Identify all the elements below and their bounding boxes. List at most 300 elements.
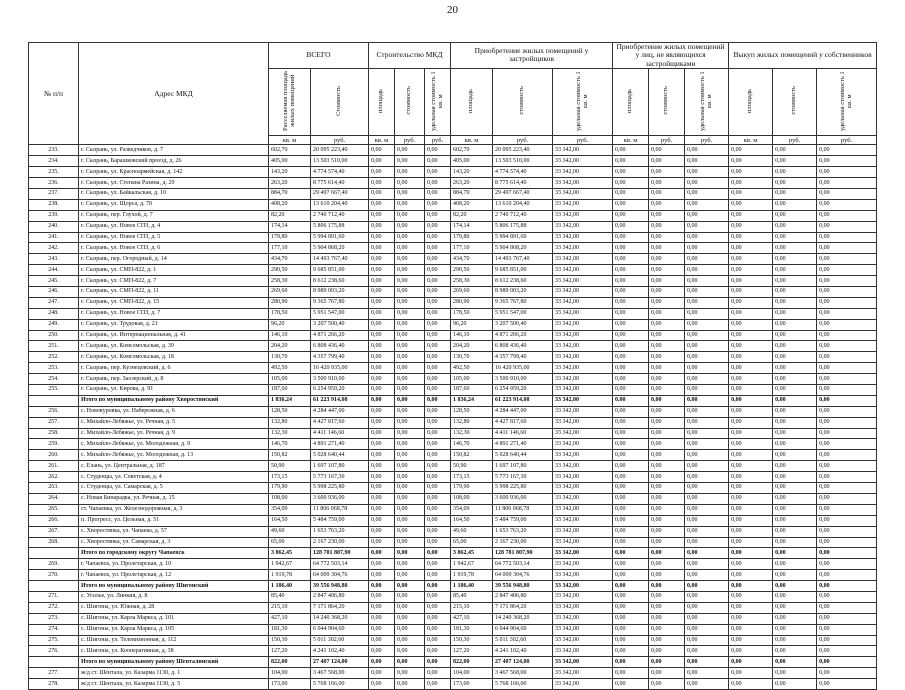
row-developer-unit-cost: 33 342,00 <box>553 210 613 221</box>
row-nondeveloper-cost: 0,00 <box>649 243 685 254</box>
row-construction-cost: 0,00 <box>395 624 425 635</box>
row-developer-unit-cost: 33 342,00 <box>553 341 613 352</box>
row-nondeveloper-cost: 0,00 <box>649 189 685 200</box>
row-developer-unit-cost: 33 342,00 <box>553 363 613 374</box>
row-resettled-area: 187,60 <box>269 385 311 396</box>
row-buyout-unit-cost: 0,00 <box>817 548 877 559</box>
row-developer-unit-cost: 33 342,00 <box>553 591 613 602</box>
row-address: г. Сызрань, ул. Байкальская, д. 10 <box>79 189 269 200</box>
row-nondeveloper-unit-cost: 0,00 <box>685 439 729 450</box>
row-buyout-unit-cost: 0,00 <box>817 297 877 308</box>
row-buyout-cost: 0,00 <box>773 483 817 494</box>
row-total-cost: 5 028 640,44 <box>311 450 369 461</box>
row-resettled-area: 434,70 <box>269 254 311 265</box>
row-address: г. Сызрань, ул. СМП-822, д. 1 <box>79 265 269 276</box>
row-buyout-area: 0,00 <box>729 624 773 635</box>
row-buyout-area: 0,00 <box>729 668 773 679</box>
row-developer-area: 1 942,67 <box>451 559 493 570</box>
row-nondeveloper-unit-cost: 0,00 <box>685 167 729 178</box>
row-nondeveloper-cost: 0,00 <box>649 167 685 178</box>
row-developer-area: 884,70 <box>451 189 493 200</box>
row-developer-unit-cost: 33 342,00 <box>553 374 613 385</box>
row-buyout-unit-cost: 0,00 <box>817 515 877 526</box>
table-body <box>29 145 877 690</box>
row-nondeveloper-area: 0,00 <box>613 526 649 537</box>
row-total-cost: 14 240 368,20 <box>311 613 369 624</box>
row-resettled-area: 65,00 <box>269 537 311 548</box>
row-number: 276. <box>29 646 79 657</box>
row-construction-cost: 0,00 <box>395 254 425 265</box>
row-construction-unit-cost: 0,00 <box>425 472 451 483</box>
row-address: г. Сызрань, ул. Щорса, д. 70 <box>79 199 269 210</box>
row-construction-area: 0,00 <box>369 668 395 679</box>
table-row <box>29 602 877 613</box>
row-resettled-area: 130,70 <box>269 352 311 363</box>
row-total-cost: 8 612 238,60 <box>311 276 369 287</box>
row-buyout-area: 0,00 <box>729 308 773 319</box>
row-developer-area: 1 919,78 <box>451 570 493 581</box>
row-address: п. Прогресс, ул. Цельная, д. 51 <box>79 515 269 526</box>
row-address: с. Шигоны, ул. Телевизионная, д. 112 <box>79 635 269 646</box>
row-construction-cost: 0,00 <box>395 439 425 450</box>
row-construction-area: 0,00 <box>369 559 395 570</box>
row-buyout-cost: 0,00 <box>773 591 817 602</box>
row-construction-area: 0,00 <box>369 624 395 635</box>
row-nondeveloper-area: 0,00 <box>613 581 649 592</box>
row-total-cost: 11 806 068,78 <box>311 504 369 515</box>
row-resettled-area: 174,14 <box>269 221 311 232</box>
row-nondeveloper-unit-cost: 0,00 <box>685 526 729 537</box>
row-construction-unit-cost: 0,00 <box>425 439 451 450</box>
row-construction-area: 0,00 <box>369 657 395 668</box>
row-developer-area: 181,30 <box>451 624 493 635</box>
row-buyout-cost: 0,00 <box>773 221 817 232</box>
row-buyout-unit-cost: 0,00 <box>817 352 877 363</box>
row-number: 247. <box>29 297 79 308</box>
row-construction-area: 0,00 <box>369 570 395 581</box>
row-construction-unit-cost: 0,00 <box>425 624 451 635</box>
row-nondeveloper-area: 0,00 <box>613 450 649 461</box>
row-number: 263. <box>29 483 79 494</box>
row-construction-cost: 0,00 <box>395 570 425 581</box>
row-nondeveloper-area: 0,00 <box>613 385 649 396</box>
row-developer-unit-cost: 33 342,00 <box>553 428 613 439</box>
row-construction-area: 0,00 <box>369 635 395 646</box>
row-number: 244. <box>29 265 79 276</box>
table-subtotal-row <box>29 581 877 592</box>
row-developer-cost: 9 365 767,80 <box>493 297 553 308</box>
row-number: 265. <box>29 504 79 515</box>
row-developer-cost: 4 241 102,40 <box>493 646 553 657</box>
row-nondeveloper-unit-cost: 0,00 <box>685 374 729 385</box>
row-total-cost: 6 808 436,40 <box>311 341 369 352</box>
row-developer-area: 179,90 <box>451 483 493 494</box>
row-nondeveloper-cost: 0,00 <box>649 319 685 330</box>
row-total-cost: 1 697 107,80 <box>311 461 369 472</box>
row-number: 240. <box>29 221 79 232</box>
row-buyout-unit-cost: 0,00 <box>817 189 877 200</box>
row-construction-cost: 0,00 <box>395 679 425 690</box>
row-address: г. Сызрань, ул. Новое СПЗ, д. 5 <box>79 232 269 243</box>
row-buyout-cost: 0,00 <box>773 646 817 657</box>
row-total-cost: 5 768 166,00 <box>311 679 369 690</box>
row-buyout-unit-cost: 0,00 <box>817 613 877 624</box>
row-resettled-area: 143,20 <box>269 167 311 178</box>
row-nondeveloper-unit-cost: 0,00 <box>685 559 729 570</box>
row-buyout-unit-cost: 0,00 <box>817 439 877 450</box>
row-developer-area: 173,00 <box>451 679 493 690</box>
row-address: с. Усолье, ул. Линкия, д. 8 <box>79 591 269 602</box>
row-number: 266. <box>29 515 79 526</box>
row-nondeveloper-cost: 0,00 <box>649 483 685 494</box>
table-row <box>29 276 877 287</box>
row-nondeveloper-unit-cost: 0,00 <box>685 428 729 439</box>
unit-label: кв. м <box>369 136 395 145</box>
row-buyout-area: 0,00 <box>729 493 773 504</box>
row-nondeveloper-unit-cost: 0,00 <box>685 515 729 526</box>
row-buyout-cost: 0,00 <box>773 254 817 265</box>
row-nondeveloper-unit-cost: 0,00 <box>685 493 729 504</box>
row-number: 248. <box>29 308 79 319</box>
row-address: г. Сызрань, ул. Новое СПЗ, д. 6 <box>79 243 269 254</box>
row-developer-cost: 1 653 763,20 <box>493 526 553 537</box>
row-construction-cost: 0,00 <box>395 330 425 341</box>
row-total-cost: 3 600 936,00 <box>311 493 369 504</box>
row-developer-unit-cost: 33 342,00 <box>553 559 613 570</box>
row-construction-unit-cost: 0,00 <box>425 319 451 330</box>
row-construction-unit-cost: 0,00 <box>425 232 451 243</box>
row-construction-area: 0,00 <box>369 581 395 592</box>
row-buyout-unit-cost: 0,00 <box>817 395 877 406</box>
row-total-cost: 5 484 759,00 <box>311 515 369 526</box>
row-construction-unit-cost: 0,00 <box>425 559 451 570</box>
table-row <box>29 646 877 657</box>
row-buyout-area: 0,00 <box>729 232 773 243</box>
row-buyout-unit-cost: 0,00 <box>817 668 877 679</box>
row-resettled-area: 408,20 <box>269 199 311 210</box>
row-total-cost: 16 420 935,00 <box>311 363 369 374</box>
row-total-cost: 39 556 948,80 <box>311 581 369 592</box>
row-nondeveloper-area: 0,00 <box>613 679 649 690</box>
row-buyout-cost: 0,00 <box>773 178 817 189</box>
row-nondeveloper-area: 0,00 <box>613 352 649 363</box>
row-address: г. Чапаевск, ул. Пролетарская, д. 10 <box>79 559 269 570</box>
row-construction-area: 0,00 <box>369 450 395 461</box>
row-nondeveloper-area: 0,00 <box>613 319 649 330</box>
row-nondeveloper-unit-cost: 0,00 <box>685 668 729 679</box>
row-construction-area: 0,00 <box>369 417 395 428</box>
row-buyout-area: 0,00 <box>729 189 773 200</box>
row-total-cost: 4 284 447,00 <box>311 406 369 417</box>
row-nondeveloper-cost: 0,00 <box>649 265 685 276</box>
row-address: Итого по муниципальному району Хворостянский <box>79 395 269 406</box>
row-buyout-area: 0,00 <box>729 330 773 341</box>
row-construction-cost: 0,00 <box>395 406 425 417</box>
row-developer-cost: 64 009 304,76 <box>493 570 553 581</box>
row-nondeveloper-unit-cost: 0,00 <box>685 330 729 341</box>
row-address: г. Сызрань, ул. Комсомольская, д. 18 <box>79 352 269 363</box>
row-nondeveloper-unit-cost: 0,00 <box>685 570 729 581</box>
row-developer-cost: 8 989 003,20 <box>493 287 553 298</box>
row-buyout-area: 0,00 <box>729 319 773 330</box>
table-row <box>29 591 877 602</box>
row-developer-cost: 6 044 904,60 <box>493 624 553 635</box>
row-number: 256. <box>29 406 79 417</box>
row-buyout-cost: 0,00 <box>773 428 817 439</box>
row-developer-unit-cost: 33 342,00 <box>553 602 613 613</box>
row-developer-area: 65,00 <box>451 537 493 548</box>
row-nondeveloper-unit-cost: 0,00 <box>685 297 729 308</box>
row-nondeveloper-area: 0,00 <box>613 199 649 210</box>
row-total-cost: 64 009 304,76 <box>311 570 369 581</box>
row-developer-area: 434,70 <box>451 254 493 265</box>
row-nondeveloper-area: 0,00 <box>613 232 649 243</box>
row-buyout-unit-cost: 0,00 <box>817 385 877 396</box>
row-nondeveloper-area: 0,00 <box>613 570 649 581</box>
row-number: 262. <box>29 472 79 483</box>
row-number: 270. <box>29 570 79 581</box>
row-buyout-area: 0,00 <box>729 156 773 167</box>
unit-label: кв. м <box>451 136 493 145</box>
col-construction-area-header: площадь <box>369 68 395 136</box>
row-construction-cost: 0,00 <box>395 581 425 592</box>
row-developer-cost: 4 427 817,60 <box>493 417 553 428</box>
row-nondeveloper-area: 0,00 <box>613 613 649 624</box>
row-resettled-area: 280,90 <box>269 297 311 308</box>
row-construction-unit-cost: 0,00 <box>425 537 451 548</box>
row-buyout-cost: 0,00 <box>773 232 817 243</box>
row-developer-area: 1 186,40 <box>451 581 493 592</box>
row-buyout-area: 0,00 <box>729 385 773 396</box>
row-construction-unit-cost: 0,00 <box>425 385 451 396</box>
row-buyout-unit-cost: 0,00 <box>817 428 877 439</box>
row-buyout-unit-cost: 0,00 <box>817 461 877 472</box>
row-nondeveloper-cost: 0,00 <box>649 515 685 526</box>
row-number: 250. <box>29 330 79 341</box>
row-construction-unit-cost: 0,00 <box>425 581 451 592</box>
row-nondeveloper-area: 0,00 <box>613 178 649 189</box>
row-nondeveloper-cost: 0,00 <box>649 385 685 396</box>
row-nondeveloper-area: 0,00 <box>613 559 649 570</box>
row-construction-area: 0,00 <box>369 374 395 385</box>
col-developer-cost-header: стоимость <box>493 68 553 136</box>
row-nondeveloper-unit-cost: 0,00 <box>685 145 729 156</box>
row-nondeveloper-area: 0,00 <box>613 406 649 417</box>
row-construction-cost: 0,00 <box>395 363 425 374</box>
row-construction-cost: 0,00 <box>395 156 425 167</box>
row-resettled-area: 258,30 <box>269 276 311 287</box>
row-resettled-area: 49,60 <box>269 526 311 537</box>
table-row <box>29 254 877 265</box>
row-nondeveloper-unit-cost: 0,00 <box>685 548 729 559</box>
row-nondeveloper-cost: 0,00 <box>649 450 685 461</box>
row-buyout-cost: 0,00 <box>773 363 817 374</box>
row-buyout-unit-cost: 0,00 <box>817 178 877 189</box>
col-construction-cost-header: стоимость <box>395 68 425 136</box>
row-nondeveloper-unit-cost: 0,00 <box>685 287 729 298</box>
table-row <box>29 624 877 635</box>
row-developer-unit-cost: 33 342,00 <box>553 330 613 341</box>
table-subtotal-row <box>29 395 877 406</box>
row-nondeveloper-cost: 0,00 <box>649 559 685 570</box>
row-total-cost: 13 610 204,40 <box>311 199 369 210</box>
row-nondeveloper-area: 0,00 <box>613 624 649 635</box>
row-buyout-unit-cost: 0,00 <box>817 570 877 581</box>
row-developer-cost: 2 847 406,80 <box>493 591 553 602</box>
row-construction-unit-cost: 0,00 <box>425 308 451 319</box>
row-construction-unit-cost: 0,00 <box>425 504 451 515</box>
row-construction-area: 0,00 <box>369 352 395 363</box>
row-nondeveloper-unit-cost: 0,00 <box>685 537 729 548</box>
row-developer-cost: 9 685 851,00 <box>493 265 553 276</box>
row-construction-area: 0,00 <box>369 395 395 406</box>
row-construction-cost: 0,00 <box>395 668 425 679</box>
row-resettled-area: 354,09 <box>269 504 311 515</box>
row-buyout-area: 0,00 <box>729 145 773 156</box>
table-row <box>29 385 877 396</box>
row-developer-area: 173,15 <box>451 472 493 483</box>
row-number: 274. <box>29 624 79 635</box>
row-construction-cost: 0,00 <box>395 189 425 200</box>
table-row <box>29 167 877 178</box>
row-nondeveloper-cost: 0,00 <box>649 210 685 221</box>
row-buyout-area: 0,00 <box>729 199 773 210</box>
row-developer-area: 128,50 <box>451 406 493 417</box>
row-buyout-unit-cost: 0,00 <box>817 232 877 243</box>
row-developer-unit-cost: 33 342,00 <box>553 352 613 363</box>
row-construction-unit-cost: 0,00 <box>425 450 451 461</box>
row-developer-unit-cost: 33 342,00 <box>553 515 613 526</box>
row-resettled-area: 884,70 <box>269 189 311 200</box>
row-buyout-unit-cost: 0,00 <box>817 330 877 341</box>
table-row <box>29 341 877 352</box>
row-nondeveloper-cost: 0,00 <box>649 297 685 308</box>
row-total-cost: 9 365 767,80 <box>311 297 369 308</box>
row-construction-area: 0,00 <box>369 591 395 602</box>
row-construction-area: 0,00 <box>369 493 395 504</box>
row-developer-area: 105,00 <box>451 374 493 385</box>
row-construction-area: 0,00 <box>369 363 395 374</box>
row-total-cost: 13 503 510,00 <box>311 156 369 167</box>
row-resettled-area: 173,00 <box>269 679 311 690</box>
row-nondeveloper-area: 0,00 <box>613 276 649 287</box>
row-buyout-cost: 0,00 <box>773 287 817 298</box>
row-developer-area: 269,60 <box>451 287 493 298</box>
row-construction-area: 0,00 <box>369 548 395 559</box>
row-developer-area: 104,00 <box>451 668 493 679</box>
row-nondeveloper-area: 0,00 <box>613 537 649 548</box>
row-developer-cost: 5 773 167,30 <box>493 472 553 483</box>
row-nondeveloper-cost: 0,00 <box>649 439 685 450</box>
row-developer-unit-cost: 33 342,00 <box>553 548 613 559</box>
row-construction-cost: 0,00 <box>395 646 425 657</box>
row-construction-cost: 0,00 <box>395 308 425 319</box>
row-construction-cost: 0,00 <box>395 602 425 613</box>
row-developer-cost: 4 774 574,40 <box>493 167 553 178</box>
row-developer-cost: 8 775 614,40 <box>493 178 553 189</box>
row-nondeveloper-unit-cost: 0,00 <box>685 352 729 363</box>
row-developer-cost: 3 207 500,40 <box>493 319 553 330</box>
row-developer-cost: 20 095 223,40 <box>493 145 553 156</box>
row-buyout-cost: 0,00 <box>773 504 817 515</box>
row-developer-cost: 6 254 959,20 <box>493 385 553 396</box>
row-resettled-area: 85,40 <box>269 591 311 602</box>
row-developer-area: 143,20 <box>451 167 493 178</box>
row-number <box>29 395 79 406</box>
row-construction-unit-cost: 0,00 <box>425 265 451 276</box>
row-total-cost: 4 241 102,40 <box>311 646 369 657</box>
row-buyout-cost: 0,00 <box>773 341 817 352</box>
row-resettled-area: 1 942,67 <box>269 559 311 570</box>
row-address: г. Сызрань, ул. Степана Разина, д. 29 <box>79 178 269 189</box>
row-developer-cost: 4 871 266,20 <box>493 330 553 341</box>
row-developer-area: 50,90 <box>451 461 493 472</box>
row-construction-area: 0,00 <box>369 232 395 243</box>
row-construction-unit-cost: 0,00 <box>425 297 451 308</box>
row-construction-unit-cost: 0,00 <box>425 668 451 679</box>
row-address: с. Михайло-Лебяжье, ул. Речная, д. 5 <box>79 417 269 428</box>
row-buyout-area: 0,00 <box>729 591 773 602</box>
row-developer-cost: 7 171 864,20 <box>493 602 553 613</box>
row-nondeveloper-cost: 0,00 <box>649 504 685 515</box>
row-construction-cost: 0,00 <box>395 472 425 483</box>
row-buyout-cost: 0,00 <box>773 613 817 624</box>
table-row <box>29 406 877 417</box>
row-number: 246. <box>29 287 79 298</box>
table-row <box>29 189 877 200</box>
row-developer-area: 290,50 <box>451 265 493 276</box>
row-buyout-unit-cost: 0,00 <box>817 363 877 374</box>
row-nondeveloper-area: 0,00 <box>613 461 649 472</box>
row-buyout-cost: 0,00 <box>773 668 817 679</box>
row-construction-unit-cost: 0,00 <box>425 515 451 526</box>
row-developer-unit-cost: 33 342,00 <box>553 385 613 396</box>
row-developer-unit-cost: 33 342,00 <box>553 635 613 646</box>
row-construction-cost: 0,00 <box>395 461 425 472</box>
row-buyout-cost: 0,00 <box>773 526 817 537</box>
table-row <box>29 297 877 308</box>
row-resettled-area: 263,20 <box>269 178 311 189</box>
row-buyout-unit-cost: 0,00 <box>817 308 877 319</box>
row-total-cost: 2 847 406,80 <box>311 591 369 602</box>
row-total-cost: 2 740 712,40 <box>311 210 369 221</box>
row-resettled-area: 50,90 <box>269 461 311 472</box>
row-developer-cost: 1 697 107,80 <box>493 461 553 472</box>
row-nondeveloper-unit-cost: 0,00 <box>685 232 729 243</box>
row-developer-unit-cost: 33 342,00 <box>553 493 613 504</box>
row-developer-area: 204,20 <box>451 341 493 352</box>
row-developer-unit-cost: 33 342,00 <box>553 472 613 483</box>
row-resettled-area: 178,50 <box>269 308 311 319</box>
row-total-cost: 5 994 891,60 <box>311 232 369 243</box>
row-construction-cost: 0,00 <box>395 199 425 210</box>
row-number: 259. <box>29 439 79 450</box>
row-nondeveloper-area: 0,00 <box>613 297 649 308</box>
row-total-cost: 20 095 223,40 <box>311 145 369 156</box>
row-total-cost: 5 011 302,60 <box>311 635 369 646</box>
row-construction-cost: 0,00 <box>395 276 425 287</box>
row-nondeveloper-area: 0,00 <box>613 330 649 341</box>
row-buyout-area: 0,00 <box>729 526 773 537</box>
row-construction-unit-cost: 0,00 <box>425 406 451 417</box>
row-buyout-cost: 0,00 <box>773 319 817 330</box>
row-buyout-unit-cost: 0,00 <box>817 167 877 178</box>
row-construction-unit-cost: 0,00 <box>425 156 451 167</box>
row-resettled-area: 128,50 <box>269 406 311 417</box>
col-nondeveloper-area-header: площадь <box>613 68 649 136</box>
row-developer-cost: 13 610 204,40 <box>493 199 553 210</box>
row-construction-area: 0,00 <box>369 199 395 210</box>
